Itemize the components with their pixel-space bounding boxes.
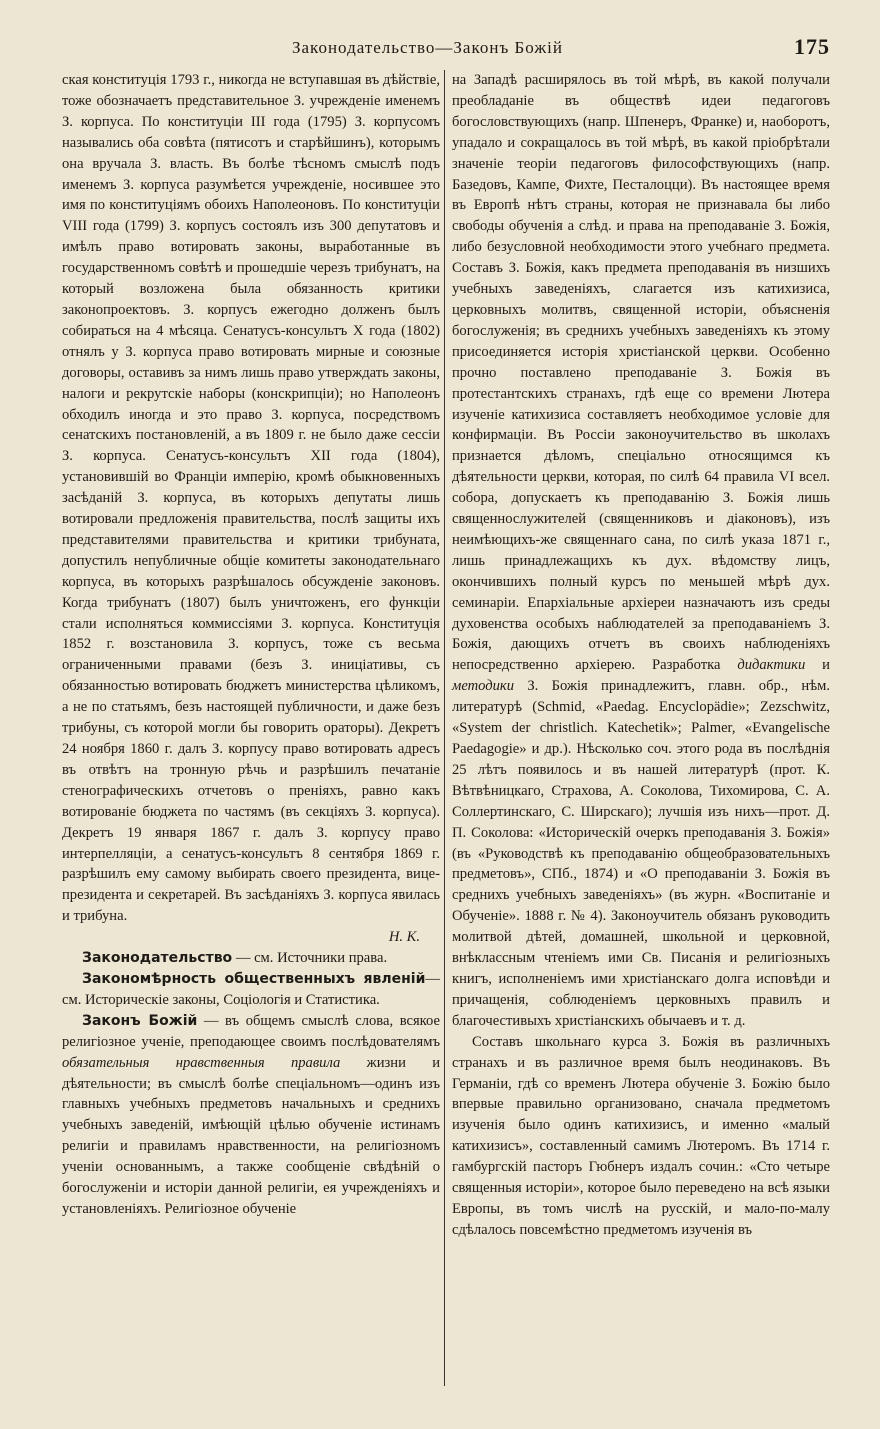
entry-text: жизни и дѣятельности; въ смыслѣ болѣе спеціальномъ—одинъ изъ главныхъ учебныхъ предметовъ начальныхъ и среднихъ учебныхъ заведеній, имѣющій цѣлью обученіе истинамъ религіи и правиламъ нравственности, на религіозномъ ученіи основаннымъ, а также сообщеніе свѣдѣній о богослуженіи и исторіи данной религіи, ея учрежденіяхъ и установленіяхъ. Религіозное обученіе [62, 1054, 441, 1217]
left-column [62, 70, 440, 1220]
paragraph-text: и [805, 657, 830, 674]
article-continuation: ская конституція 1793 г., никогда не вступавшая въ дѣйствіе, тоже обозначаетъ представительное З. учрежденіе именемъ З. корпуса. По конституціи III года (1795) З. корпусомъ назывались оба совѣта (пятисотъ и старѣйшинъ), которымъ она вручала З. власть. Въ болѣе тѣсномъ смыслѣ подъ именемъ З. корпуса разумѣется учрежденіе, носившее это имя по конституціямъ обоихъ Наполеоновъ. По конституціи VIII года (1799) З. корпусъ состоялъ изъ 300 депутатовъ и имѣлъ право вотировать законы, выработанные въ государственномъ совѣтѣ и прошедшіе черезъ трибунатъ, на который возложена была обязанность критики законопроектовъ. З. корпусъ ежегодно долженъ былъ собираться на 4 мѣсяца. Сенатусъ-консультъ X года (1802) отнялъ у З. корпуса право вотировать мирные и союзные договоры, оставивъ за нимъ лишь право утверждать законы, налоги и рекрутскіе наборы (конскрипціи); но Наполеонъ обходилъ иногда и это право З. корпуса, посредствомъ сенатскихъ постановленій, а въ 1809 г. не было даже сессіи З. корпуса. Сенатусъ-консультъ XII года (1804), установившій во Франціи имперію, кромѣ обыкновенныхъ засѣданій З. корпуса, въ которыхъ депутаты лишь вотировали предложенія правительства, послѣ защиты ихъ представителями правительства и критики трибуната, допустилъ непубличные общіе комитеты законодательнаго корпуса, въ которыхъ разрѣшалось обсужденіе законовъ. Когда трибунатъ (1807) былъ уничтоженъ, его функціи стали исполняться коммиссіями З. корпуса. Конституція 1852 г. возстановила З. корпусъ, тоже съ весьма ограниченными правами (безъ З. иниціативы, съ обязанностью вотировать бюджетъ министерства цѣликомъ, а не по статьямъ, безъ настоящей публичности, и даже безъ трибуны, съ которой могли бы говорить ораторы). Декретъ 24 ноября 1860 г. далъ З. корпусу право вотировать адресъ въ отвѣтъ на тронную рѣчь и разрѣшилъ печатаніе стенографическихъ отчетовъ о преніяхъ, равно какъ вотированіе бюджета по частямъ (въ секціяхъ З. корпуса). Декретъ 19 января 1867 г. далъ З. корпусу право интерпелляціи, а сенатусъ-консультъ 8 сентября 1869 г. разрѣшилъ ему самому выбирать своего президента, вице-президента и секретарей. Въ засѣданіяхъ З. корпуса явилась и трибуна. [62, 72, 440, 925]
entry-term: Законъ Божій [82, 1012, 198, 1029]
page-header [60, 34, 830, 68]
paragraph: Составъ школьнаго курса З. Божія въ различныхъ странахъ и въ различное время былъ неодинаковъ. Въ Германіи, гдѣ со временъ Лютера обученіе З. Божію было впервые правильно организовано, сначала предметомъ изученія было одинъ катихизисъ, и именно «малый катихизисъ», составленный самимъ Лютеромъ. Въ 1714 г. гамбургскій пасторъ Гюбнеръ издалъ сочин.: «Сто четыре священныя исторіи», которое было переведено на всѣ языки Европы, въ томъ числѣ на русскій, и мало-по-малу сдѣлалось повсемѣстно предметомъ изученія въ [452, 1033, 830, 1238]
entry-term: Законодательство [82, 950, 233, 967]
entry-text: —см. Историческіе законы, Соціологія и Статистика. [62, 970, 440, 1008]
entry-term: Закономѣрность общественныхъ явленій [82, 970, 426, 987]
entry-text: — см. Источники права. [232, 950, 388, 967]
entry-zakonodatelstvo [62, 948, 440, 969]
right-column [452, 70, 830, 1241]
entry-zakon-bozhiy [62, 1011, 440, 1220]
italic-term: дидактики [737, 657, 806, 674]
page-number: 175 [794, 34, 830, 59]
entry-italic: обязательныя нравственныя правила [62, 1054, 341, 1071]
author-signature: Н. К. [388, 929, 420, 946]
entry-text: — въ общемъ смыслѣ слова, всякое религіозное ученіе, преподающее своимъ послѣдователямъ [62, 1012, 440, 1050]
entry-zakonomernost [62, 969, 440, 1011]
paragraph [452, 70, 830, 1032]
paragraph-text: на Западѣ расширялось въ той мѣрѣ, въ какой получали преобладаніе въ обществѣ идеи педагоговъ богословствующихъ (напр. Шпенеръ, Франке) и, наоборотъ, упадало и сокращалось въ той мѣрѣ, въ какой пріобрѣтали значеніе теоріи педагоговъ философствующихъ (напр. Базедовъ, Кампе, Фихте, Песталоцци). Въ настоящее время въ Европѣ нѣтъ страны, которая не признавала бы либо свободы обученія а слѣд. и права на преподаваніе З. Божія, либо безусловной необходимости этого учебнаго предмета. Составъ З. Божія, какъ предмета преподаванія въ низшихъ учебныхъ заведеніяхъ, слагается изъ катихизиса, церковныхъ молитвъ, священной исторіи, объясненія богослуженія; въ среднихъ учебныхъ заведеніяхъ къ этому присоединяется исторія христіанской церкви. Особенно прочно поставлено преподаваніе З. Божія въ протестантскихъ странахъ, гдѣ еще со времени Лютера изученіе катихизиса составляетъ необходимое условіе для конфирмаціи. Въ Россіи законоучительство въ школахъ признается дѣломъ, спеціально относящимся къ дѣятельности церкви, которая, по силѣ 64 правила VI всел. собора, допускаетъ къ преподаванію З. Божія лишь священнослужителей (священниковъ и діаконовъ), изъ неимѣющихъ-же священнаго сана, по силѣ указа 1871 г., лишь принадлежащихъ къ дух. вѣдомству лицъ, окончившихъ полный курсъ по меньшей мѣрѣ дух. семинаріи. Епархіальные архіереи назначаютъ изъ среды духовенства особыхъ наблюдателей за преподаваніемъ З. Божія, дающихъ отчетъ въ своихъ наблюденіяхъ непосредственно архіерею. Разработка [452, 72, 830, 674]
paragraph-text: З. Божія принадлежитъ, главн. обр., нѣм. литературѣ (Schmid, «Paedag. Encyclopädie»; Zezschwitz, «System der christlich. Katechetik»; Palmer, «Evangelische Paedagogie» и др.). Нѣсколько соч. этого рода въ послѣднія 25 лѣтъ появилось и въ нашей литературѣ (прот. К. Вѣтвѣницкаго, Страхова, А. Соколова, Тихомирова, С. А. Соллертинскаго, С. Ширскаго); лучшія изъ нихъ—прот. Д. П. Соколова: «Историческій очеркъ преподаванія З. Божія» (въ «Руководствѣ къ преподаванію общеобразовательныхъ предметовъ», СПб., 1874) и «О преподаваніи З. Божія въ среднихъ учебныхъ заведеніяхъ» (въ журн. «Воспитаніе и Обученіе». 1888 г. № 4). Законоучитель обязанъ руководить молитвой дѣтей, домашней, школьной и церковной, внѣклассным чтеніемъ ими Св. Писанія и религіозныхъ книгъ, исполненіемъ ими христіанскаго долга исповѣди и причащенія, соблюденіемъ церковныхъ правилъ и благочестивыхъ христіанскихъ обычаевъ и т. д. [452, 678, 830, 1029]
running-head: Законодательство—Законъ Божій [292, 38, 563, 57]
italic-term: методики [452, 678, 515, 695]
column-divider [444, 70, 445, 1386]
